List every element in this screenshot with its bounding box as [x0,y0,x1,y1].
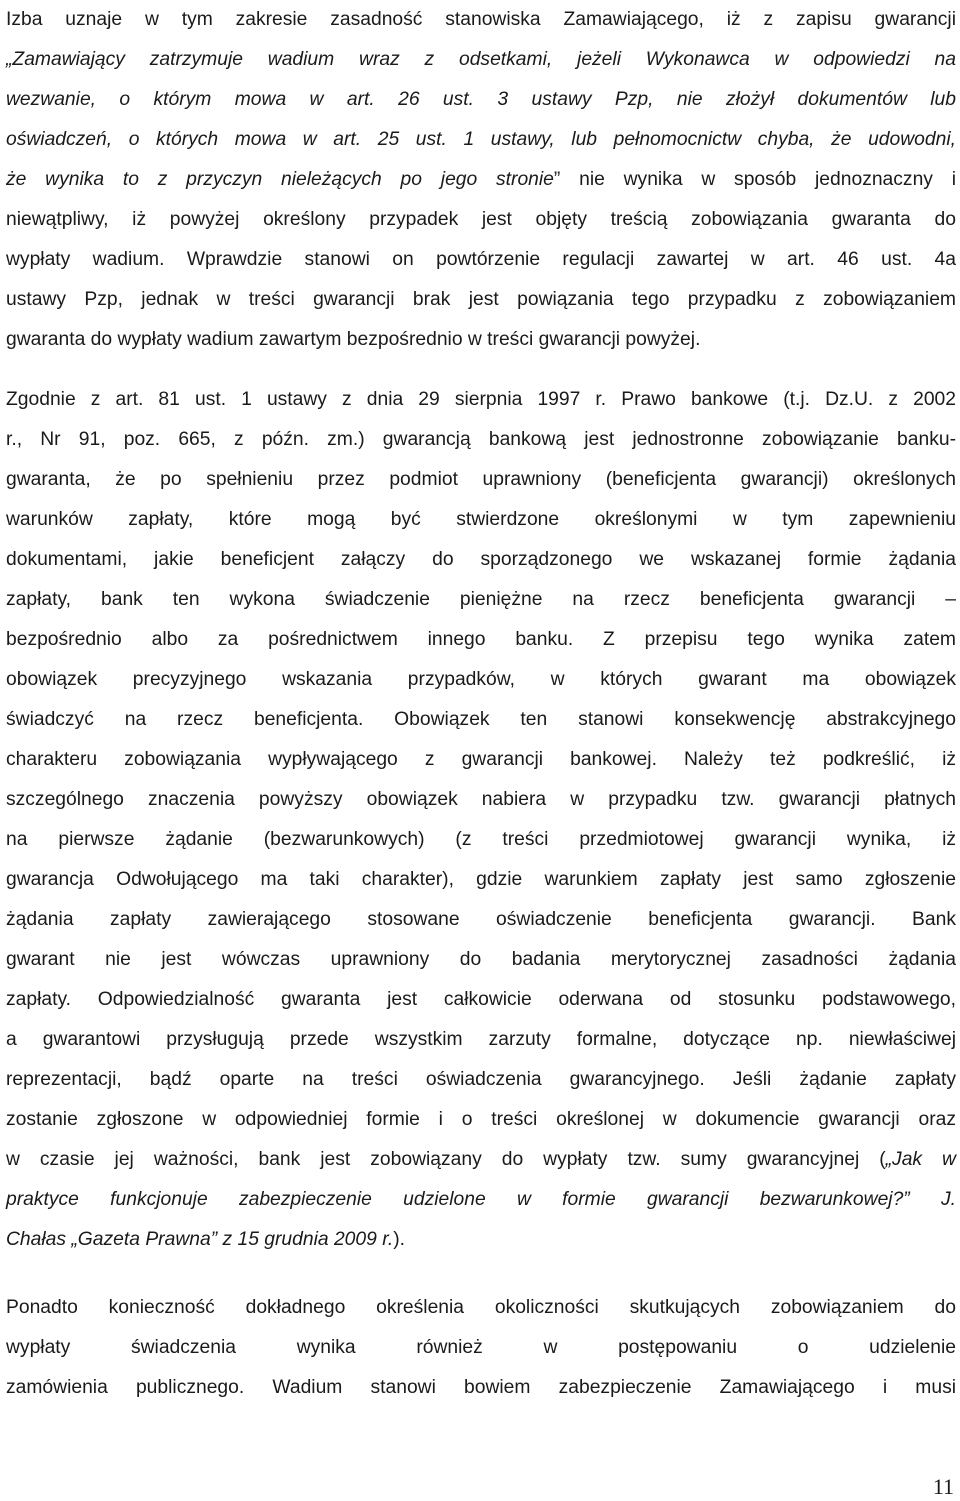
page-number: 11 [932,1474,954,1499]
p2-line-4: warunków zapłaty, które mogą być stwierdzone określonymi w tym zapewnieniu [6,509,956,530]
p2-line-9: świadczyć na rzecz beneficjenta. Obowiązek ten stanowi konsekwencję abstrakcyjnego [6,709,956,730]
p1-line-5-italic: że wynika to z przyczyn nieleżących po jego stronie [6,169,554,190]
p1-line-2: „Zamawiający zatrzymuje wadium wraz z odsetkami, jeżeli Wykonawca w odpowiedzi na [6,49,956,70]
p2-line-22-rest: ). [393,1229,406,1250]
p3-line-3: zamówienia publicznego. Wadium stanowi bowiem zabezpieczenie Zamawiającego i musi [6,1377,956,1398]
p2-line-12: na pierwsze żądanie (bezwarunkowych) (z treści przedmiotowej gwarancji wynika, iż [6,829,956,850]
p1-line-3: wezwanie, o którym mowa w art. 26 ust. 3 ustawy Pzp, nie złożył dokumentów lub [6,89,956,110]
p2-line-6: zapłaty, bank ten wykona świadczenie pieniężne na rzecz beneficjenta gwarancji – [6,589,956,610]
p1-line-5 [6,160,956,200]
p1-line-1: Izba uznaje w tym zakresie zasadność stanowiska Zamawiającego, iż z zapisu gwarancji [6,9,956,30]
p2-line-17: a gwarantowi przysługują przede wszystkim zarzuty formalne, dotyczące np. niewłaściwej [6,1029,956,1050]
p1-line-7: wypłaty wadium. Wprawdzie stanowi on powtórzenie regulacji zawartej w art. 46 ust. 4a [6,249,956,270]
p2-line-20 [6,1140,956,1180]
p2-line-18: reprezentacji, bądź oparte na treści oświadczenia gwarancyjnego. Jeśli żądanie zapłaty [6,1069,956,1090]
p3-line-2: wypłaty świadczenia wynika również w postępowaniu o udzielenie [6,1337,956,1358]
p2-line-15: gwarant nie jest wówczas uprawniony do badania merytorycznej zasadności żądania [6,949,956,970]
p2-line-19: zostanie zgłoszone w odpowiedniej formie i o treści określonej w dokumencie gwarancji oraz [6,1109,956,1130]
p2-line-21: praktyce funkcjonuje zabezpieczenie udzielone w formie gwarancji bezwarunkowej?” J. [6,1189,956,1210]
p1-line-8: ustawy Pzp, jednak w treści gwarancji brak jest powiązania tego przypadku z zobowiązaniem [6,289,956,310]
p1-line-6: niewątpliwy, iż powyżej określony przypadek jest objęty treścią zobowiązania gwaranta do [6,209,956,230]
p2-line-11: szczególnego znaczenia powyższy obowiązek nabiera w przypadku tzw. gwarancji płatnych [6,789,956,810]
p2-line-7: bezpośrednio albo za pośrednictwem innego banku. Z przepisu tego wynika zatem [6,629,956,650]
p2-line-5: dokumentami, jakie beneficjent załączy do sporządzonego we wskazanej formie żądania [6,549,956,570]
p2-line-22 [6,1220,956,1260]
p1-line-4: oświadczeń, o których mowa w art. 25 ust. 1 ustawy, lub pełnomocnictw chyba, że udowodni, [6,129,956,150]
p2-line-20-italic: „Jak w [885,1149,956,1170]
p2-line-8: obowiązek precyzyjnego wskazania przypadków, w których gwarant ma obowiązek [6,669,956,690]
p2-line-16: zapłaty. Odpowiedzialność gwaranta jest całkowicie oderwana od stosunku podstawowego, [6,989,956,1010]
p1-line-5-rest: ” nie wynika w sposób jednoznaczny i [553,169,956,190]
p2-line-3: gwaranta, że po spełnieniu przez podmiot uprawniony (beneficjenta gwarancji) określonych [6,469,956,490]
p2-line-13: gwarancja Odwołującego ma taki charakter), gdzie warunkiem zapłaty jest samo zgłoszenie [6,869,956,890]
p2-line-22-italic: Chałas „Gazeta Prawna” z 15 grudnia 2009 r. [6,1229,394,1250]
p2-line-2: r., Nr 91, poz. 665, z późn. zm.) gwarancją bankową jest jednostronne zobowiązanie banku- [6,429,956,450]
p2-line-1: Zgodnie z art. 81 ust. 1 ustawy z dnia 29 sierpnia 1997 r. Prawo bankowe (t.j. Dz.U. z 2002 [6,389,956,410]
p1-line-9: gwaranta do wypłaty wadium zawartym bezpośrednio w treści gwarancji powyżej. [6,329,701,350]
p2-line-14: żądania zapłaty zawierającego stosowane oświadczenie beneficjenta gwarancji. Bank [6,909,956,930]
p3-line-1: Ponadto konieczność dokładnego określenia okoliczności skutkujących zobowiązaniem do [6,1297,956,1318]
p2-line-20-plain: w czasie jej ważności, bank jest zobowiązany do wypłaty tzw. sumy gwarancyjnej ( [6,1149,886,1170]
p2-line-10: charakteru zobowiązania wypływającego z gwarancji bankowej. Należy też podkreślić, iż [6,749,956,770]
